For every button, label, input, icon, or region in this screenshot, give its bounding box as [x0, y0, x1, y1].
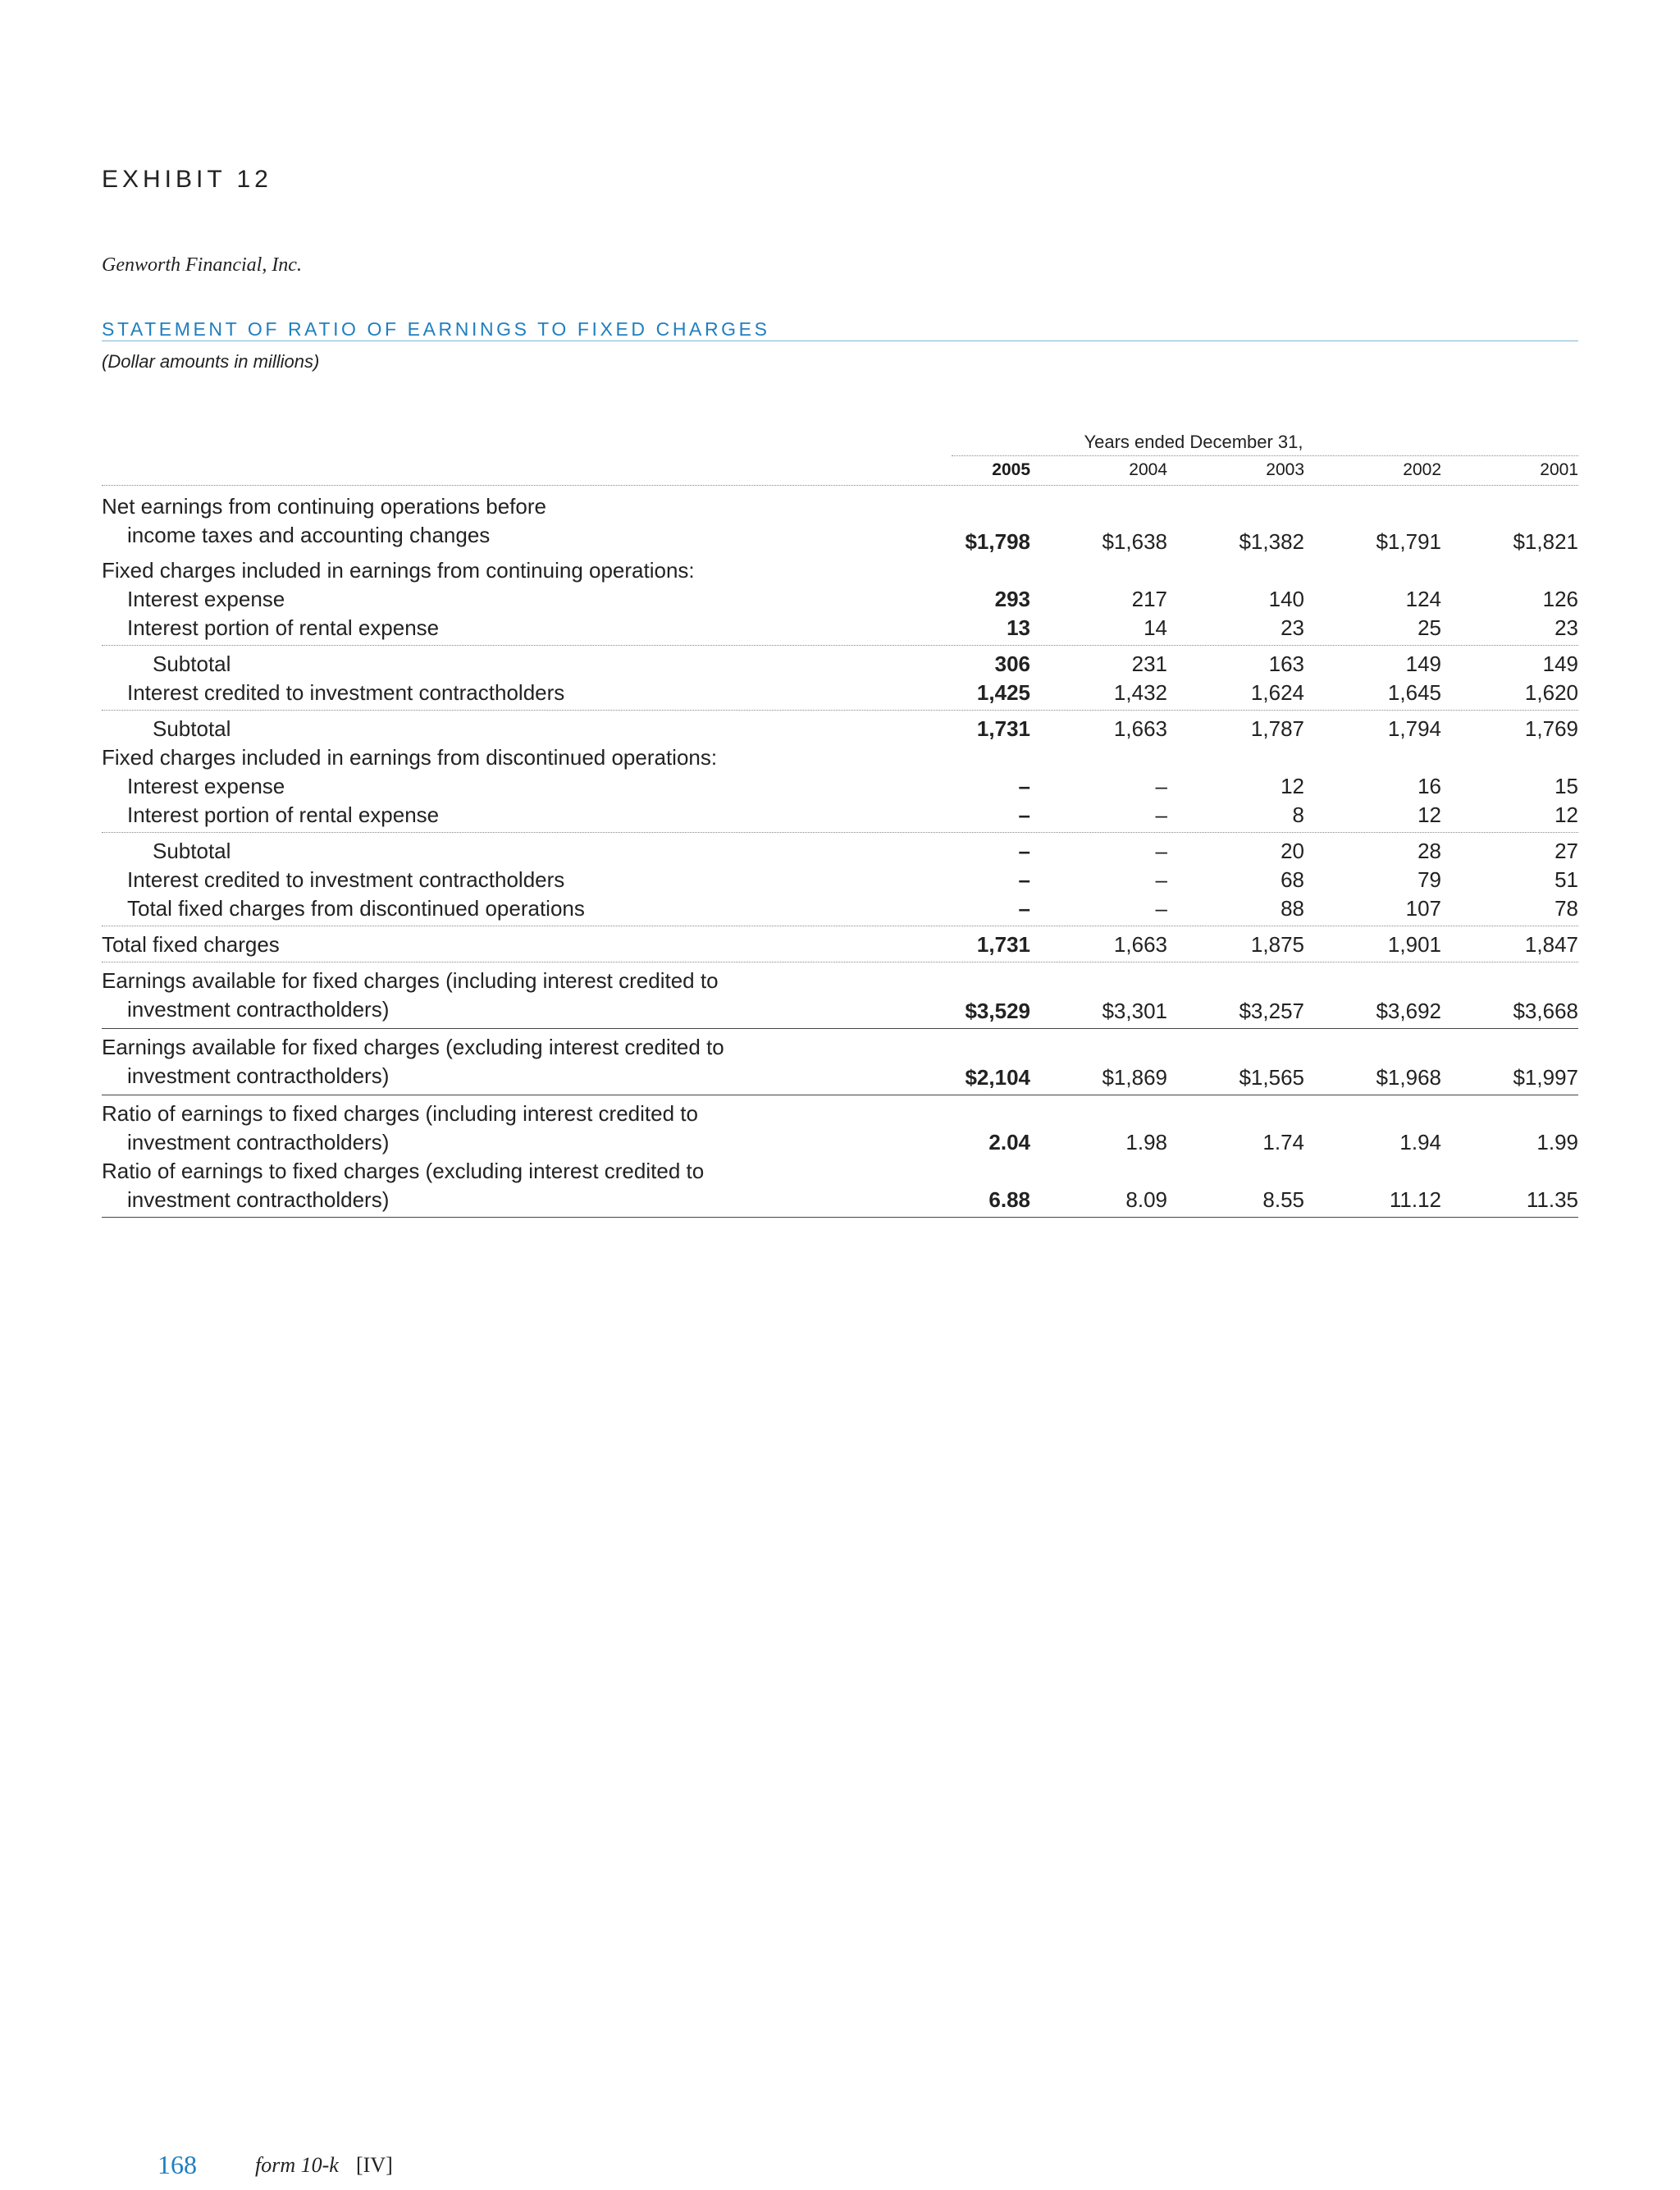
ratio-row: [102, 1157, 1578, 1218]
cell-2002: 16: [1418, 774, 1441, 798]
cell-2003: 163: [1268, 652, 1304, 676]
cell-2005: 6.88: [988, 1187, 1030, 1212]
row-label: investment contractholders): [127, 1063, 390, 1088]
cell-2001: 23: [1554, 615, 1578, 640]
part-label: [IV]: [356, 2153, 393, 2177]
cell-2004: 217: [1131, 587, 1167, 611]
cell-2003: 88: [1281, 896, 1304, 921]
cell-2002: 25: [1418, 615, 1441, 640]
cell-2003: 20: [1281, 839, 1304, 863]
earnings-row: [102, 1029, 1578, 1095]
cell-2004: 1.98: [1125, 1130, 1167, 1154]
table-row: [102, 801, 1578, 833]
cell-2001: 1,769: [1524, 716, 1578, 741]
cell-2003: $1,565: [1239, 1065, 1304, 1090]
cell-2004: –: [1155, 839, 1167, 863]
cell-2003: 140: [1268, 587, 1304, 611]
row-label: Interest expense: [127, 774, 285, 798]
year-header: 2004: [1129, 460, 1167, 479]
cell-2001: 51: [1554, 867, 1578, 892]
cell-2003: 12: [1281, 774, 1304, 798]
cell-2001: 27: [1554, 839, 1578, 863]
cell-2005: 293: [994, 587, 1030, 611]
year-header-row: [102, 455, 1578, 486]
cell-2002: 79: [1418, 867, 1441, 892]
cell-2005: –: [1018, 774, 1030, 798]
cell-2004: –: [1155, 896, 1167, 921]
cell-2004: 1,663: [1113, 716, 1167, 741]
cell-2002: 12: [1418, 802, 1441, 827]
row-label: Net earnings from continuing operations before: [102, 494, 546, 519]
cell-2005: $1,798: [965, 529, 1030, 554]
row-label: Total fixed charges from discontinued operations: [127, 896, 585, 921]
cell-2005: –: [1018, 839, 1030, 863]
subtotal-row: [102, 646, 1578, 679]
row-label: investment contractholders): [127, 1187, 390, 1212]
cell-2004: $1,638: [1102, 529, 1167, 554]
row-label: Subtotal: [153, 652, 231, 676]
cell-2001: 1.99: [1536, 1130, 1578, 1154]
table-row: [102, 679, 1578, 711]
cell-2003: 8.55: [1262, 1187, 1304, 1212]
cell-2005: 306: [994, 652, 1030, 676]
cell-2001: $1,821: [1513, 529, 1578, 554]
table-row: [102, 866, 1578, 894]
section-header: [102, 556, 1578, 585]
cell-2005: 1,731: [976, 716, 1030, 741]
cell-2002: 107: [1405, 896, 1441, 921]
ratio-row: [102, 1095, 1578, 1157]
cell-2001: 15: [1554, 774, 1578, 798]
cell-2004: –: [1155, 802, 1167, 827]
form-label: form 10-k: [255, 2153, 339, 2177]
cell-2004: 1,663: [1113, 932, 1167, 957]
cell-2004: 14: [1144, 615, 1167, 640]
cell-2005: $3,529: [965, 999, 1030, 1023]
row-label: Earnings available for fixed charges (including interest credited to: [102, 968, 719, 993]
cell-2003: $3,257: [1239, 999, 1304, 1023]
cell-2003: 1,787: [1250, 716, 1304, 741]
row-label: Interest portion of rental expense: [127, 802, 440, 827]
total-row: [102, 926, 1578, 962]
year-header: 2001: [1540, 460, 1578, 479]
cell-2003: 8: [1292, 802, 1304, 827]
cell-2001: 78: [1554, 896, 1578, 921]
cell-2003: 23: [1281, 615, 1304, 640]
cell-2003: 1.74: [1262, 1130, 1304, 1154]
cell-2004: 1,432: [1113, 680, 1167, 705]
ratio-table: [102, 455, 1578, 1218]
cell-2002: 28: [1418, 839, 1441, 863]
cell-2003: 1,624: [1250, 680, 1304, 705]
statement-title: STATEMENT OF RATIO OF EARNINGS TO FIXED CHARGES: [102, 318, 770, 340]
cell-2002: 1,794: [1387, 716, 1441, 741]
section-header: [102, 743, 1578, 772]
year-header: 2003: [1266, 460, 1304, 479]
row-label: Interest credited to investment contractholders: [127, 680, 565, 705]
row-label: Ratio of earnings to fixed charges (including interest credited to: [102, 1101, 698, 1126]
cell-2001: 149: [1542, 652, 1578, 676]
cell-2001: $1,997: [1513, 1065, 1578, 1090]
subtotal-row: [102, 711, 1578, 743]
year-header: 2005: [992, 460, 1030, 479]
exhibit-heading: EXHIBIT 12: [102, 166, 272, 193]
row-label: Fixed charges included in earnings from continuing operations:: [102, 558, 695, 583]
cell-2001: 126: [1542, 587, 1578, 611]
cell-2002: 149: [1405, 652, 1441, 676]
row-label: Interest credited to investment contractholders: [127, 867, 565, 892]
cell-2003: 68: [1281, 867, 1304, 892]
row-label: Ratio of earnings to fixed charges (excluding interest credited to: [102, 1159, 705, 1183]
row-label: Interest portion of rental expense: [127, 615, 440, 640]
cell-2002: 11.12: [1389, 1187, 1441, 1212]
cell-2004: –: [1155, 867, 1167, 892]
cell-2002: $1,968: [1376, 1065, 1441, 1090]
table-row: [102, 614, 1578, 646]
row-label: Subtotal: [153, 716, 231, 741]
cell-2004: 8.09: [1125, 1187, 1167, 1212]
cell-2002: $3,692: [1376, 999, 1441, 1023]
cell-2005: –: [1018, 802, 1030, 827]
table-row: [102, 585, 1578, 614]
cell-2002: 1,901: [1387, 932, 1441, 957]
table-row: [102, 492, 1578, 556]
row-label: income taxes and accounting changes: [127, 523, 491, 547]
cell-2003: 1,875: [1250, 932, 1304, 957]
cell-2002: 1.94: [1399, 1130, 1441, 1154]
row-label: Total fixed charges: [102, 932, 280, 957]
row-label: investment contractholders): [127, 1130, 390, 1154]
cell-2004: $1,869: [1102, 1065, 1167, 1090]
cell-2004: –: [1155, 774, 1167, 798]
cell-2004: $3,301: [1102, 999, 1167, 1023]
cell-2004: 231: [1131, 652, 1167, 676]
earnings-row: [102, 962, 1578, 1029]
table-row: [102, 894, 1578, 926]
units-note: (Dollar amounts in millions): [102, 351, 320, 372]
row-label: Fixed charges included in earnings from discontinued operations:: [102, 745, 718, 770]
years-label: Years ended December 31,: [1084, 432, 1303, 452]
cell-2002: 1,645: [1387, 680, 1441, 705]
cell-2002: 124: [1405, 587, 1441, 611]
cell-2005: 2.04: [988, 1130, 1030, 1154]
cell-2001: 11.35: [1526, 1187, 1578, 1212]
cell-2005: –: [1018, 896, 1030, 921]
cell-2001: $3,668: [1513, 999, 1578, 1023]
year-header: 2002: [1403, 460, 1441, 479]
row-label: Earnings available for fixed charges (excluding interest credited to: [102, 1035, 724, 1059]
row-label: Subtotal: [153, 839, 231, 863]
cell-2005: 13: [1007, 615, 1030, 640]
cell-2002: $1,791: [1376, 529, 1441, 554]
subtotal-row: [102, 833, 1578, 866]
row-label: investment contractholders): [127, 997, 390, 1022]
cell-2005: 1,425: [976, 680, 1030, 705]
cell-2005: $2,104: [965, 1065, 1030, 1090]
page-number: 168: [158, 2150, 197, 2179]
cell-2005: 1,731: [976, 932, 1030, 957]
cell-2001: 12: [1554, 802, 1578, 827]
cell-2005: –: [1018, 867, 1030, 892]
company-name: Genworth Financial, Inc.: [102, 254, 302, 276]
row-label: Interest expense: [127, 587, 285, 611]
cell-2001: 1,847: [1524, 932, 1578, 957]
cell-2001: 1,620: [1524, 680, 1578, 705]
table-row: [102, 772, 1578, 801]
cell-2003: $1,382: [1239, 529, 1304, 554]
